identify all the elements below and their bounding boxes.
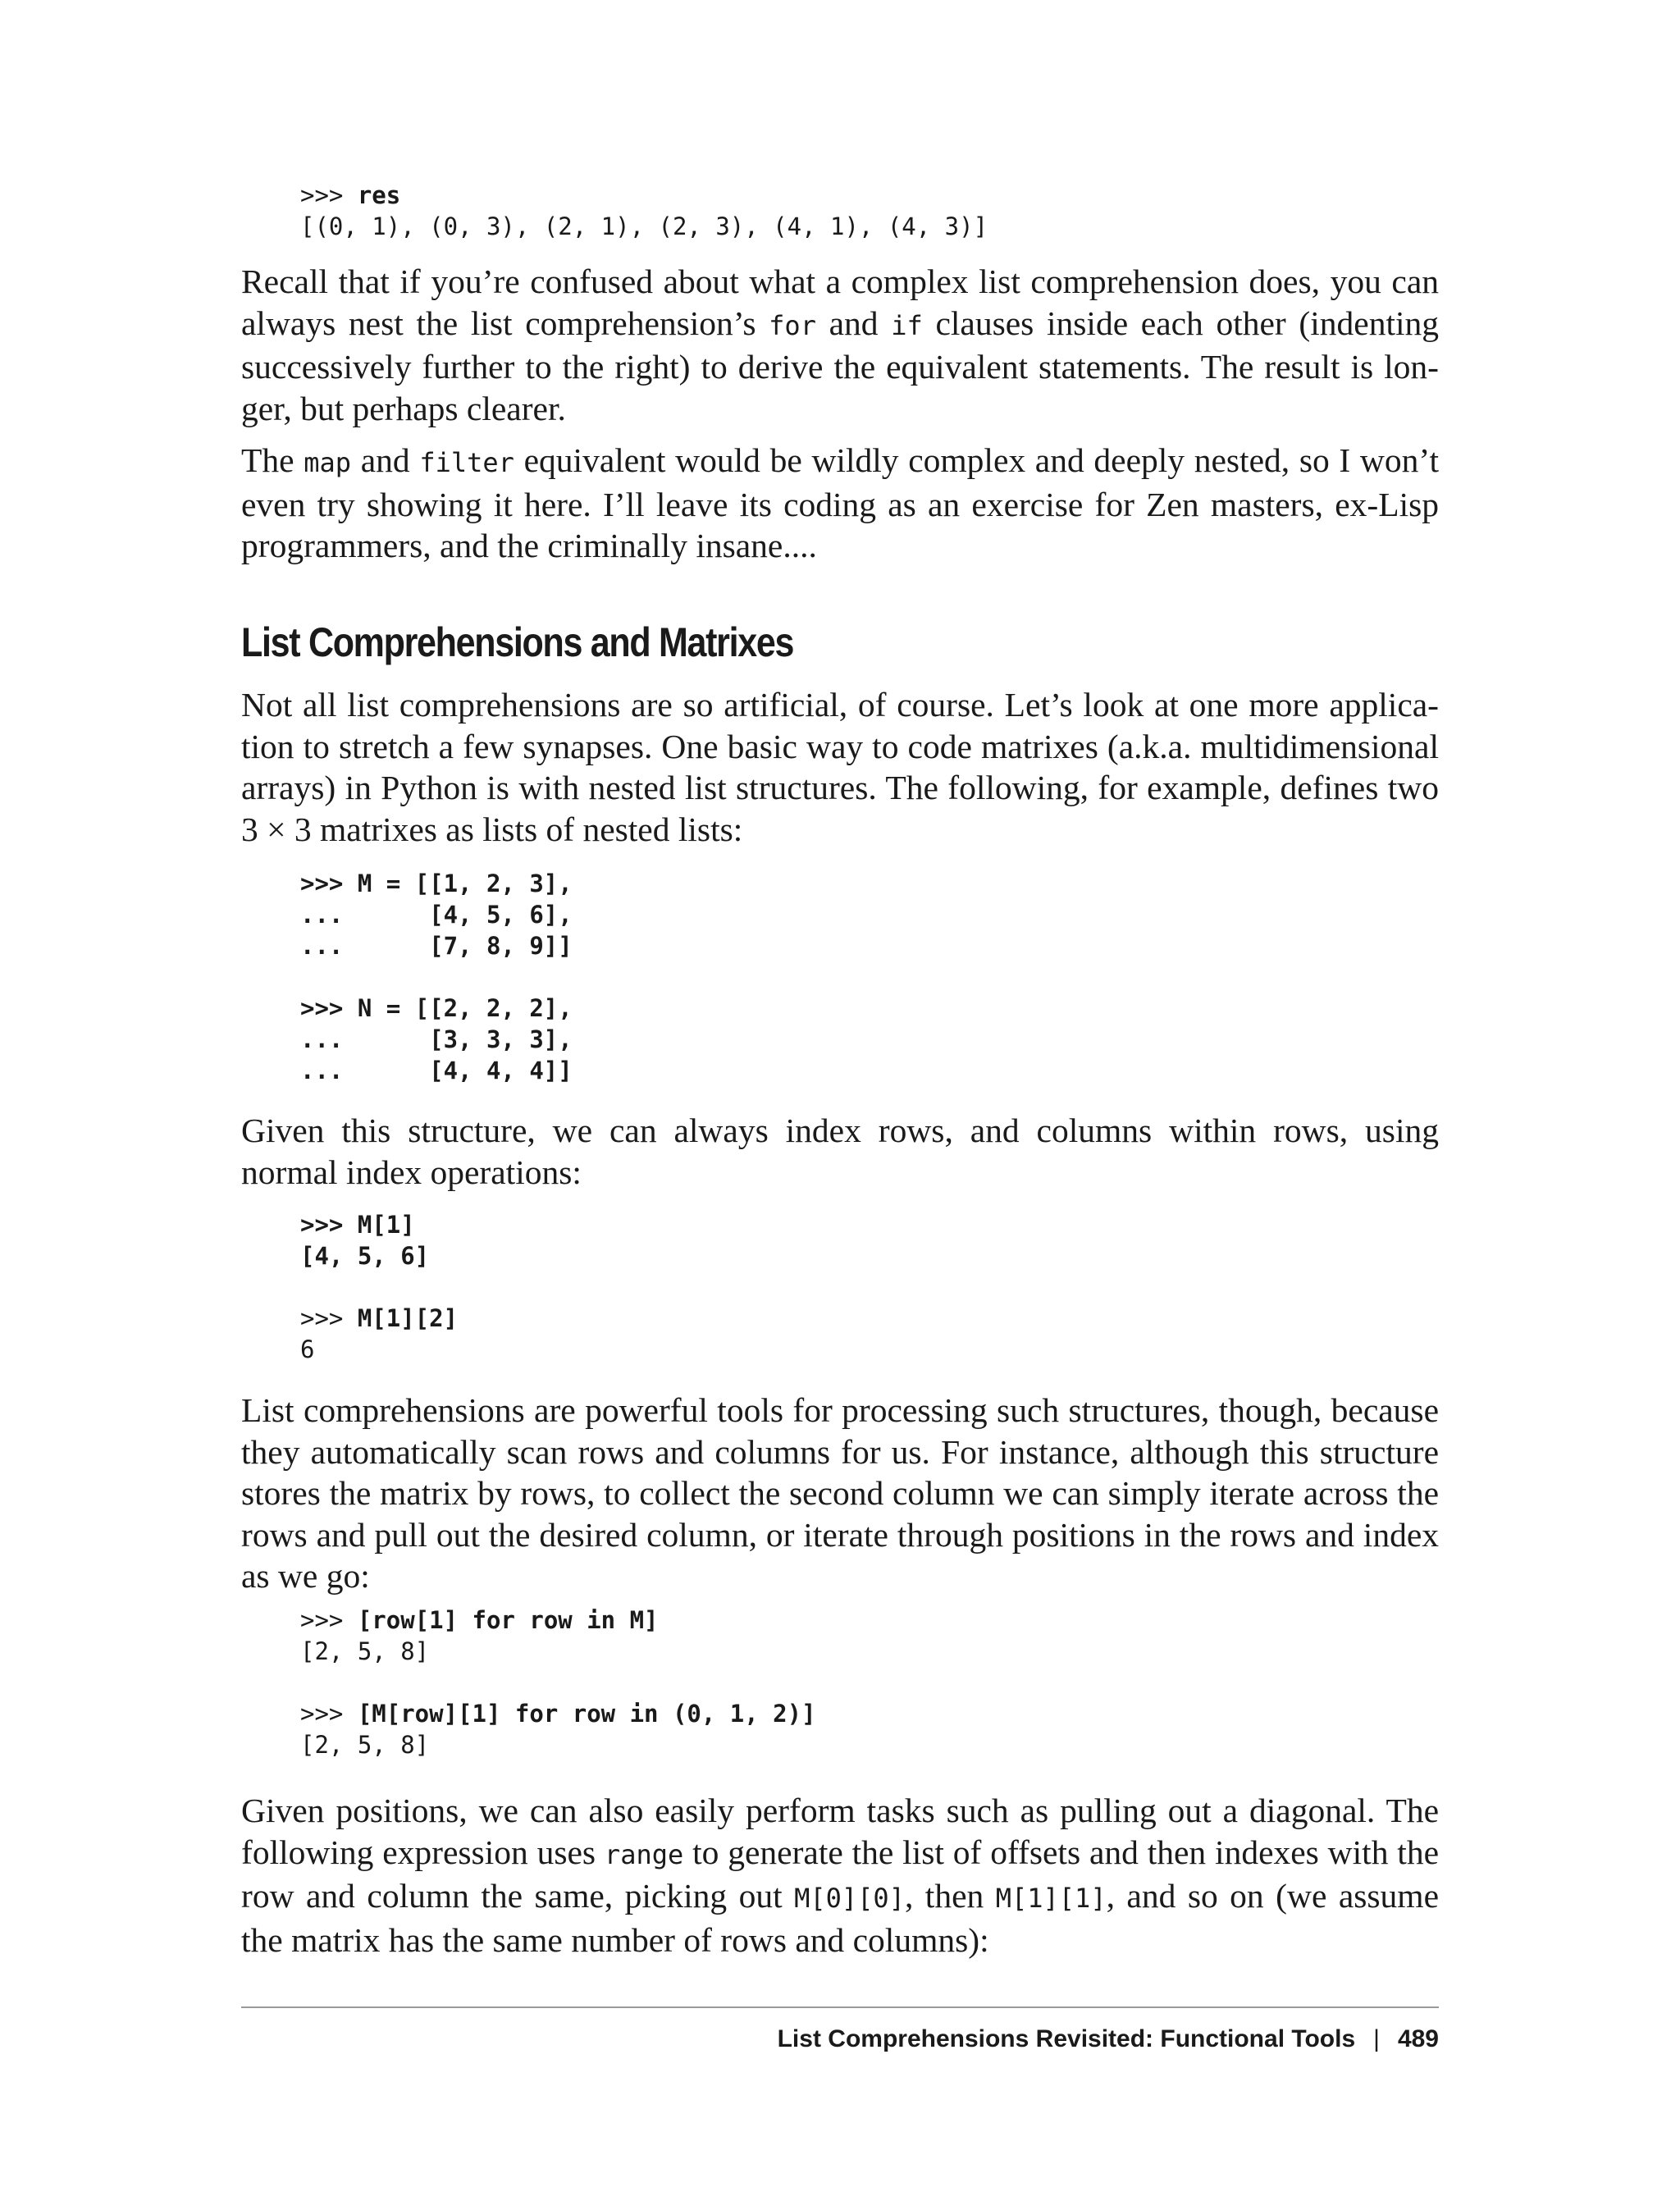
footer-rule bbox=[241, 2006, 1439, 2008]
code-block-matrix-defs: >>> M = [[1, 2, 3], ... [4, 5, 6], ... [7, 8, 9]] >>> N = [[2, 2, 2], ... [3, 3, 3], ... [4, 4, 4]] bbox=[300, 870, 573, 1084]
page-footer bbox=[778, 2023, 1439, 2056]
section-heading: List Comprehensions and Matrixes bbox=[241, 619, 794, 665]
page-number: 489 bbox=[1397, 2025, 1439, 2052]
paragraph-map-filter: The map and filter equivalent would be wildly complex and deeply nested, so I won’t even try showing it here. I’ll leave its coding as an exercise for Zen masters, ex-Lisp programmers, and the criminally insane.... bbox=[241, 441, 1439, 564]
paragraph-recall: Recall that if you’re confused about what a complex list comprehension does, you can always nest the list comprehension’s for and if clauses inside each other (indenting successively further to the right) to derive the equivalent statements. The result is longer, but perhaps clearer. bbox=[241, 262, 1440, 427]
code-block-indexing: >>> M[1] [4, 5, 6] >>> M[1][2] 6 bbox=[300, 1211, 459, 1363]
paragraph-index-rows: Given this structure, we can always index rows, and columns within rows, using normal index operations: bbox=[241, 1112, 1439, 1191]
paragraph-matrixes-intro: Not all list comprehensions are so artificial, of course. Let’s look at one more application to stretch a few synapses. One basic way to code matrixes (a.k.a. multidimensional arrays) in Python is with nested list structures. The following, for example, defines two 3 × 3 matrixes as lists of nested lists: bbox=[241, 686, 1439, 848]
paragraph-diagonal: Given positions, we can also easily perform tasks such as pulling out a diagonal. The following expression uses range to generate the list of offsets and then indexes with the row and column the same, picking out M[0][0], then M[1][1], and so on (we assume the matrix has the same number of rows and columns): bbox=[241, 1792, 1440, 1959]
code-block-res: >>> res [(0, 1), (0, 3), (2, 1), (2, 3), (4, 1), (4, 3)] bbox=[300, 181, 988, 240]
footer-separator: | bbox=[1373, 2025, 1380, 2052]
footer-section-title: List Comprehensions Revisited: Functional Tools bbox=[777, 2025, 1356, 2052]
paragraph-comprehension-tools: List comprehensions are powerful tools for processing such structures, though, because they automatically scan rows and columns for us. For instance, although this structure stores the matrix by rows, to collect the second column we can simply iterate across the rows and pull out the desired column, or iterate through positions in the rows and index as we go: bbox=[241, 1391, 1439, 1595]
code-block-column-extract: >>> [row[1] for row in M] [2, 5, 8] >>> [M[row][1] for row in (0, 1, 2)] [2, 5, 8] bbox=[300, 1606, 816, 1759]
